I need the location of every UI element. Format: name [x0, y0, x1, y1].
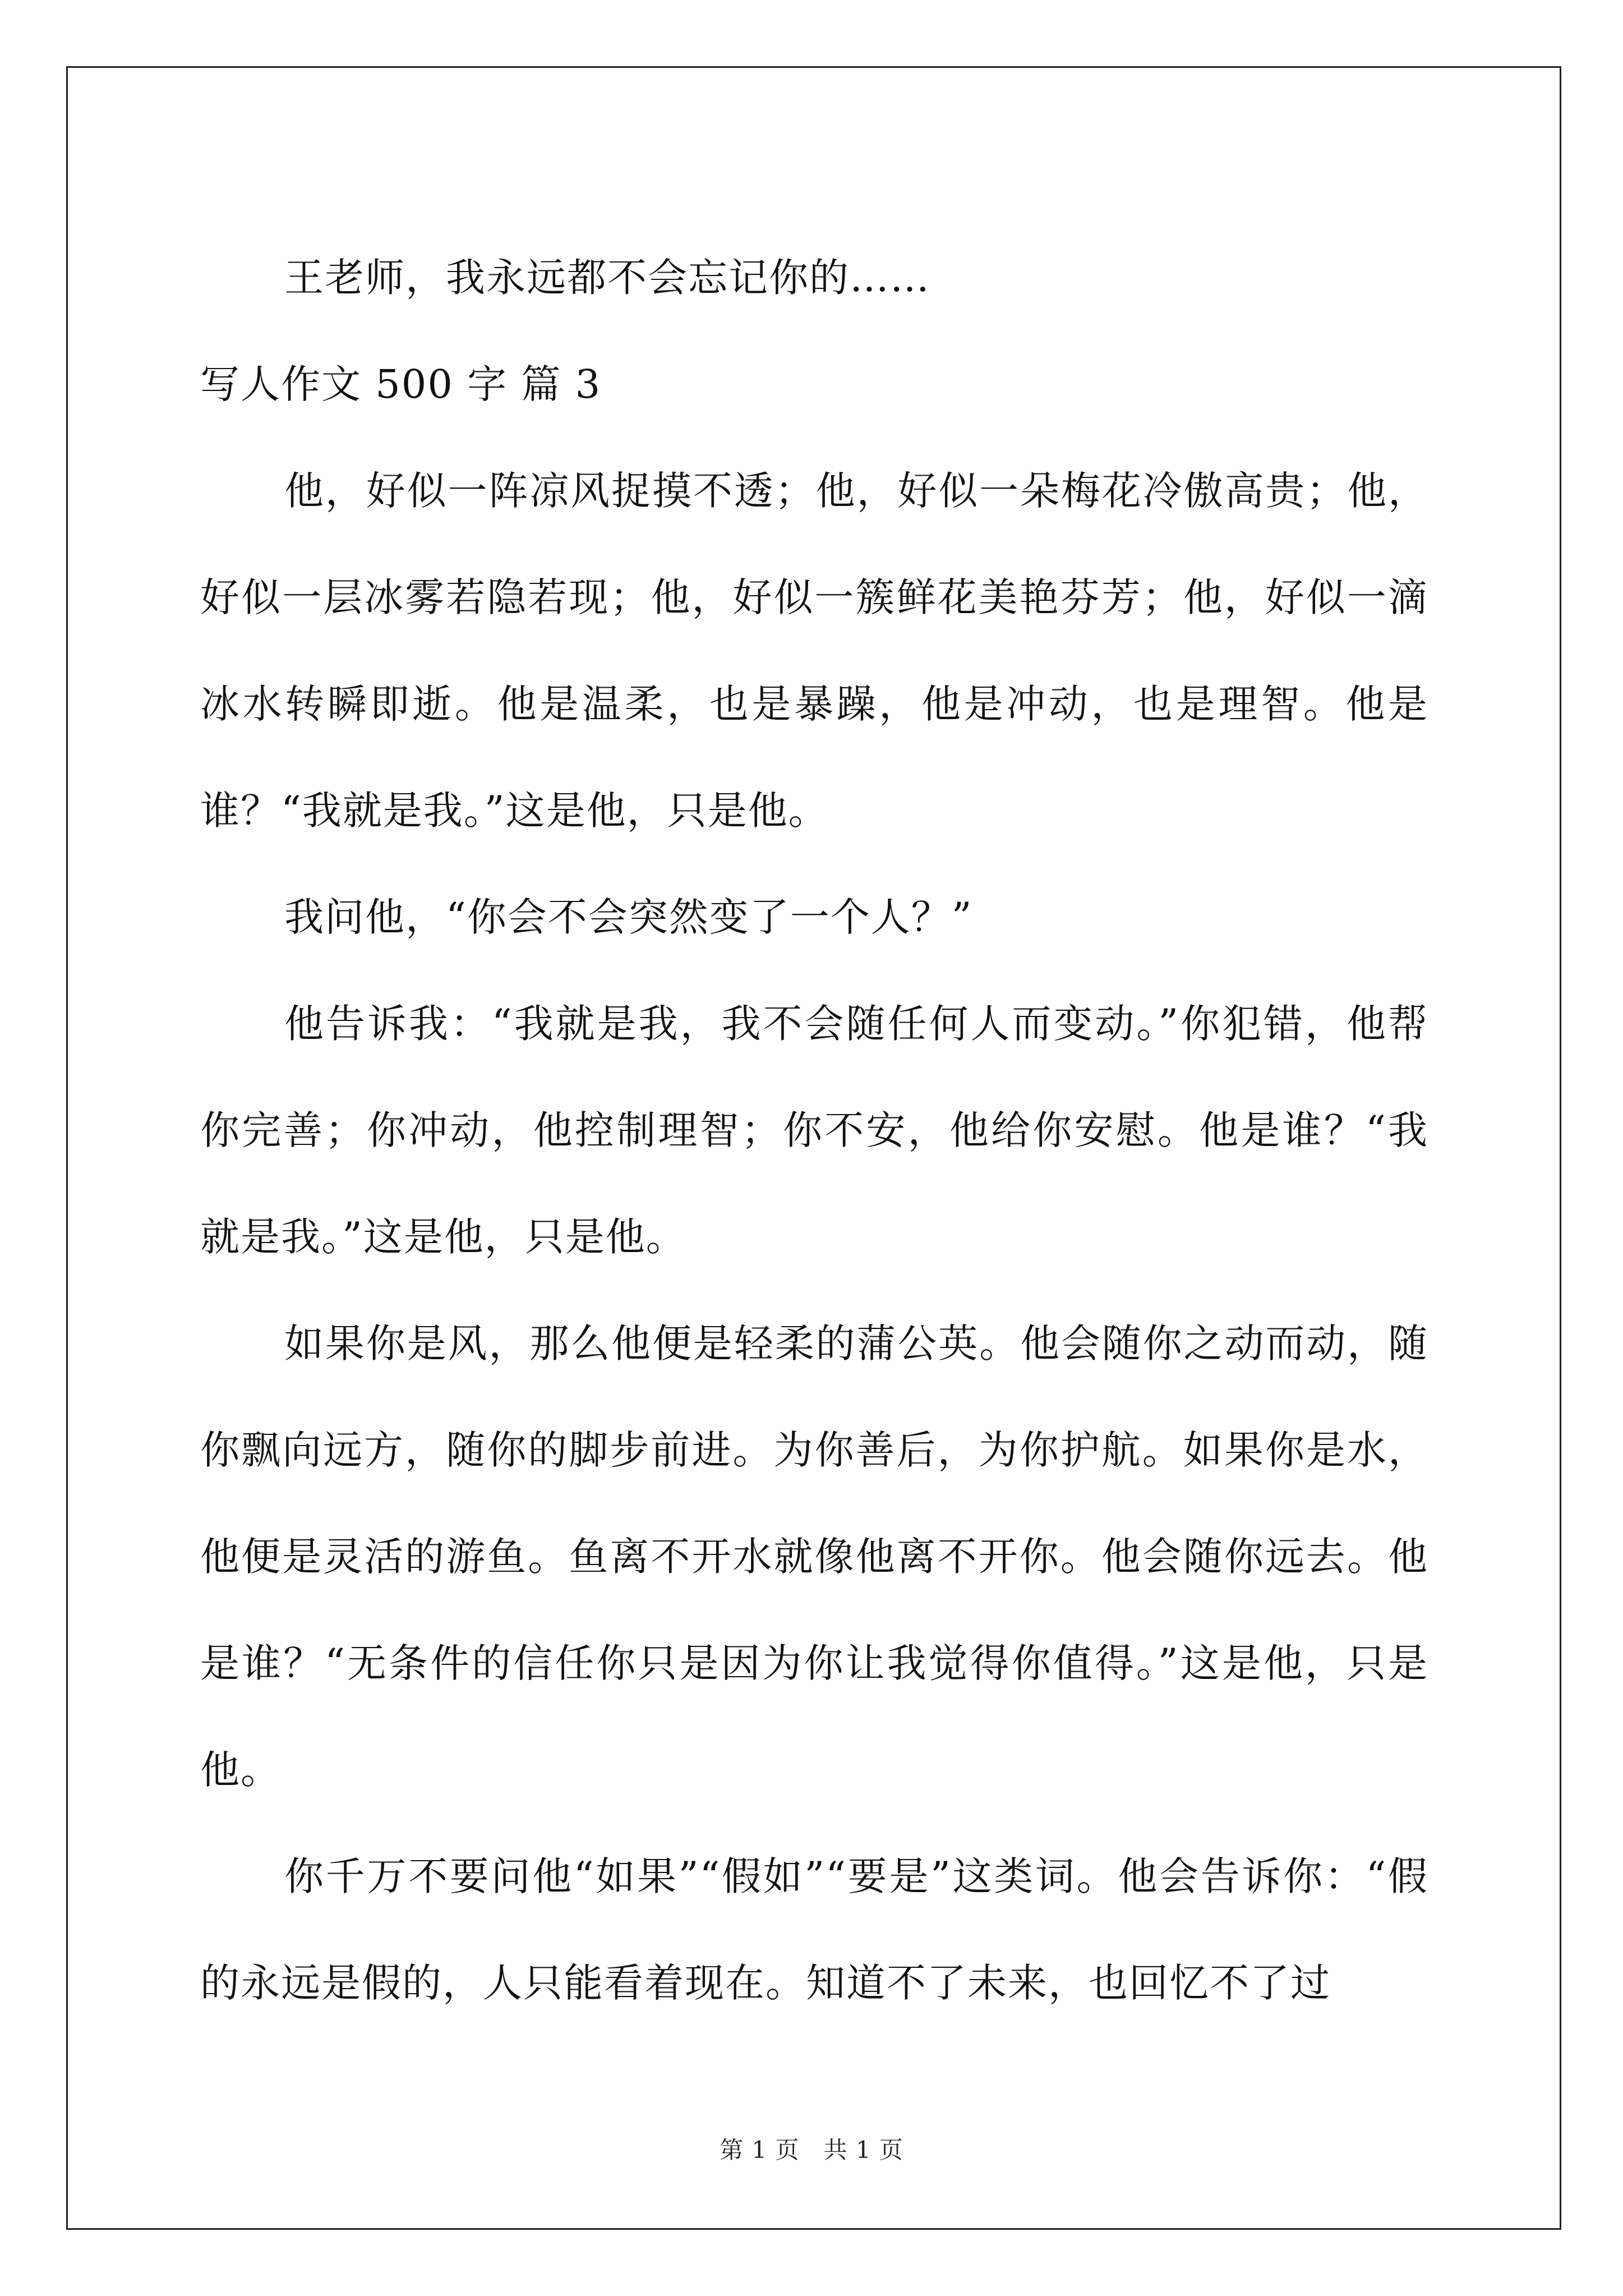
- paragraph-wind-water: 如果你是风，那么他便是轻柔的蒲公英。他会随你之动而动，随你飘向远方，随你的脚步前进。为你善后，为你护航。如果你是水，他便是灵活的游鱼。鱼离不开水就像他离不开你。他会随你远去。他是谁？“无条件的信任你只是因为你让我觉得你值得。”这是他，只是他。: [200, 1320, 1428, 1793]
- document-body: [200, 224, 1428, 2036]
- paragraph-intro: 他，好似一阵凉风捉摸不透；他，好似一朵梅花冷傲高贵；他，好似一层冰雾若隐若现；他，好似一簇鲜花美艳芬芳；他，好似一滴冰水转瞬即逝。他是温柔，也是暴躁，他是冲动，也是理智。他是谁？“我就是我。”这是他，只是他。: [200, 468, 1428, 834]
- paragraph-answer: 他告诉我：“我就是我，我不会随任何人而变动。”你犯错，他帮你完善；你冲动，他控制理智；你不安，他给你安慰。他是谁？“我就是我。”这是他，只是他。: [200, 1001, 1428, 1260]
- paragraph-question: 我问他，“你会不会突然变了一个人？”: [284, 894, 973, 940]
- paragraph-if: 你千万不要问他“如果”“假如”“要是”这类词。他会告诉你：“假的永远是假的，人只能看着现在。知道不了未来，也回忆不了过: [200, 1853, 1428, 2006]
- section-heading: 写人作文 500 字 篇 3: [200, 361, 602, 407]
- paragraph-closing-line: 王老师，我永远都不会忘记你的……: [284, 255, 930, 301]
- page-footer: 第 1 页 共 1 页: [720, 2136, 903, 2164]
